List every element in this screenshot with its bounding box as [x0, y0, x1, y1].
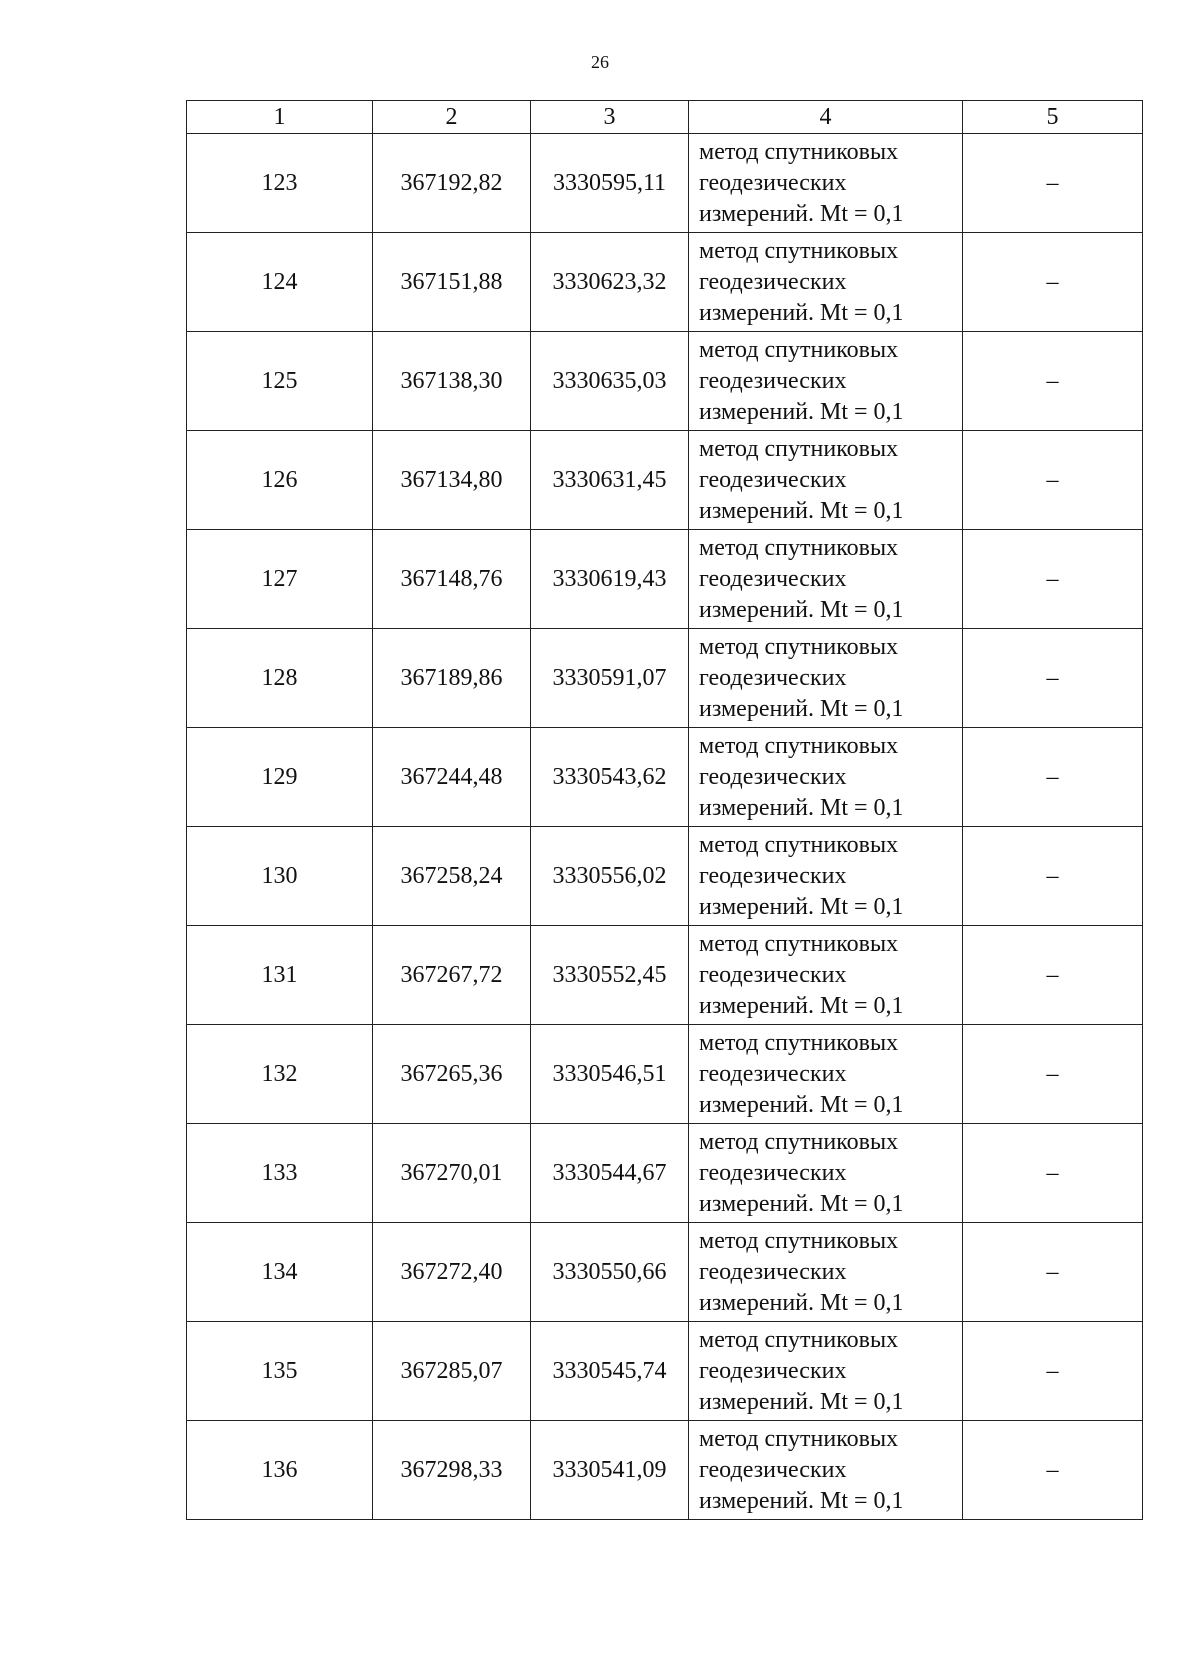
method-line: измерений. Mt = 0,1	[699, 1289, 904, 1316]
method-line: метод спутниковых	[699, 435, 899, 462]
method-line: геодезических	[699, 268, 847, 295]
point-number-cell: 130	[187, 827, 373, 926]
method-line: геодезических	[699, 169, 847, 196]
point-number-cell: 131	[187, 926, 373, 1025]
note-cell: –	[963, 431, 1143, 530]
method-line: геодезических	[699, 565, 847, 592]
x-coordinate-cell: 367285,07	[373, 1322, 531, 1421]
note-cell: –	[963, 134, 1143, 233]
x-coordinate-cell: 367272,40	[373, 1223, 531, 1322]
y-coordinate-cell: 3330619,43	[531, 530, 689, 629]
header-cell-1: 1	[187, 101, 373, 134]
method-line: метод спутниковых	[699, 1326, 899, 1353]
header-cell-5: 5	[963, 101, 1143, 134]
method-line: геодезических	[699, 961, 847, 988]
point-number-cell: 132	[187, 1025, 373, 1124]
x-coordinate-cell: 367134,80	[373, 431, 531, 530]
table-row	[187, 1223, 1143, 1322]
y-coordinate-cell: 3330556,02	[531, 827, 689, 926]
method-line: метод спутниковых	[699, 930, 899, 957]
table-row	[187, 1124, 1143, 1223]
y-coordinate-cell: 3330544,67	[531, 1124, 689, 1223]
y-coordinate-cell: 3330595,11	[531, 134, 689, 233]
method-line: измерений. Mt = 0,1	[699, 794, 904, 821]
table-row	[187, 530, 1143, 629]
table-row	[187, 1322, 1143, 1421]
method-cell	[689, 332, 963, 431]
note-cell: –	[963, 1421, 1143, 1520]
point-number-cell: 136	[187, 1421, 373, 1520]
point-number-cell: 126	[187, 431, 373, 530]
note-cell: –	[963, 1124, 1143, 1223]
header-cell-3: 3	[531, 101, 689, 134]
method-line: метод спутниковых	[699, 1227, 899, 1254]
y-coordinate-cell: 3330631,45	[531, 431, 689, 530]
note-cell: –	[963, 233, 1143, 332]
point-number-cell: 135	[187, 1322, 373, 1421]
method-line: метод спутниковых	[699, 1128, 899, 1155]
y-coordinate-cell: 3330550,66	[531, 1223, 689, 1322]
note-cell: –	[963, 1322, 1143, 1421]
method-line: геодезических	[699, 466, 847, 493]
table-row	[187, 134, 1143, 233]
method-line: метод спутниковых	[699, 732, 899, 759]
method-line: измерений. Mt = 0,1	[699, 695, 904, 722]
note-cell: –	[963, 530, 1143, 629]
note-cell: –	[963, 629, 1143, 728]
y-coordinate-cell: 3330546,51	[531, 1025, 689, 1124]
note-cell: –	[963, 1025, 1143, 1124]
method-cell	[689, 134, 963, 233]
y-coordinate-cell: 3330623,32	[531, 233, 689, 332]
method-line: геодезических	[699, 664, 847, 691]
method-line: измерений. Mt = 0,1	[699, 1487, 904, 1514]
method-line: метод спутниковых	[699, 1425, 899, 1452]
x-coordinate-cell: 367244,48	[373, 728, 531, 827]
point-number-cell: 128	[187, 629, 373, 728]
note-cell: –	[963, 926, 1143, 1025]
x-coordinate-cell: 367138,30	[373, 332, 531, 431]
x-coordinate-cell: 367298,33	[373, 1421, 531, 1520]
table-row	[187, 728, 1143, 827]
method-line: метод спутниковых	[699, 336, 899, 363]
method-line: геодезических	[699, 1456, 847, 1483]
method-cell	[689, 629, 963, 728]
method-line: геодезических	[699, 1258, 847, 1285]
method-line: метод спутниковых	[699, 534, 899, 561]
x-coordinate-cell: 367192,82	[373, 134, 531, 233]
note-cell: –	[963, 332, 1143, 431]
x-coordinate-cell: 367148,76	[373, 530, 531, 629]
y-coordinate-cell: 3330541,09	[531, 1421, 689, 1520]
x-coordinate-cell: 367151,88	[373, 233, 531, 332]
method-line: геодезических	[699, 1357, 847, 1384]
method-line: геодезических	[699, 1060, 847, 1087]
table-row	[187, 431, 1143, 530]
method-cell	[689, 1421, 963, 1520]
method-line: измерений. Mt = 0,1	[699, 200, 904, 227]
method-line: измерений. Mt = 0,1	[699, 398, 904, 425]
method-line: геодезических	[699, 763, 847, 790]
point-number-cell: 125	[187, 332, 373, 431]
y-coordinate-cell: 3330543,62	[531, 728, 689, 827]
table-row	[187, 1421, 1143, 1520]
method-cell	[689, 1124, 963, 1223]
note-cell: –	[963, 728, 1143, 827]
table-row	[187, 926, 1143, 1025]
point-number-cell: 123	[187, 134, 373, 233]
point-number-cell: 134	[187, 1223, 373, 1322]
note-cell: –	[963, 827, 1143, 926]
method-line: метод спутниковых	[699, 1029, 899, 1056]
method-line: измерений. Mt = 0,1	[699, 893, 904, 920]
table-body	[187, 134, 1143, 1520]
x-coordinate-cell: 367270,01	[373, 1124, 531, 1223]
method-line: метод спутниковых	[699, 831, 899, 858]
method-line: измерений. Mt = 0,1	[699, 992, 904, 1019]
y-coordinate-cell: 3330635,03	[531, 332, 689, 431]
x-coordinate-cell: 367189,86	[373, 629, 531, 728]
table-row	[187, 827, 1143, 926]
method-line: метод спутниковых	[699, 138, 899, 165]
method-cell	[689, 431, 963, 530]
table-row	[187, 332, 1143, 431]
note-cell: –	[963, 1223, 1143, 1322]
method-line: геодезических	[699, 862, 847, 889]
method-line: метод спутниковых	[699, 633, 899, 660]
y-coordinate-cell: 3330591,07	[531, 629, 689, 728]
method-line: метод спутниковых	[699, 237, 899, 264]
y-coordinate-cell: 3330545,74	[531, 1322, 689, 1421]
point-number-cell: 133	[187, 1124, 373, 1223]
method-line: измерений. Mt = 0,1	[699, 596, 904, 623]
coordinates-table	[186, 100, 1143, 1520]
table-header	[187, 101, 1143, 134]
method-cell	[689, 1322, 963, 1421]
x-coordinate-cell: 367258,24	[373, 827, 531, 926]
header-row	[187, 101, 1143, 134]
table-row	[187, 233, 1143, 332]
method-cell	[689, 233, 963, 332]
x-coordinate-cell: 367265,36	[373, 1025, 531, 1124]
method-line: измерений. Mt = 0,1	[699, 1388, 904, 1415]
table-row	[187, 1025, 1143, 1124]
header-cell-4: 4	[689, 101, 963, 134]
table-row	[187, 629, 1143, 728]
method-line: измерений. Mt = 0,1	[699, 1091, 904, 1118]
method-cell	[689, 530, 963, 629]
method-line: измерений. Mt = 0,1	[699, 497, 904, 524]
method-line: геодезических	[699, 367, 847, 394]
method-cell	[689, 926, 963, 1025]
header-cell-2: 2	[373, 101, 531, 134]
x-coordinate-cell: 367267,72	[373, 926, 531, 1025]
method-line: измерений. Mt = 0,1	[699, 299, 904, 326]
page-number: 26	[591, 52, 609, 72]
method-cell	[689, 1025, 963, 1124]
point-number-cell: 129	[187, 728, 373, 827]
point-number-cell: 124	[187, 233, 373, 332]
method-line: измерений. Mt = 0,1	[699, 1190, 904, 1217]
method-cell	[689, 728, 963, 827]
method-line: геодезических	[699, 1159, 847, 1186]
point-number-cell: 127	[187, 530, 373, 629]
method-cell	[689, 1223, 963, 1322]
method-cell	[689, 827, 963, 926]
y-coordinate-cell: 3330552,45	[531, 926, 689, 1025]
